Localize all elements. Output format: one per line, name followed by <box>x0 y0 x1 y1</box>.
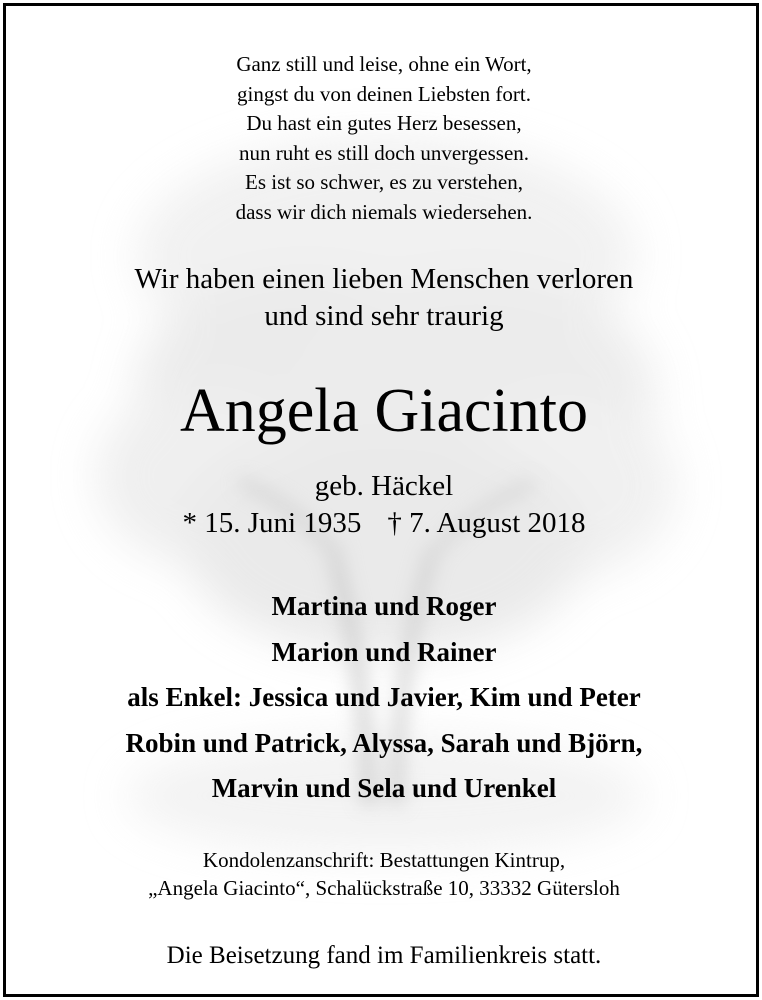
birth-name: geb. Häckel <box>314 470 454 502</box>
condolence-address <box>6 846 759 902</box>
memorial-poem <box>6 50 759 227</box>
burial-note: Die Beisetzung fand im Familienkreis statt. <box>166 942 602 969</box>
loss-statement <box>6 261 759 335</box>
birth-date: * 15. Juni 1935 <box>182 507 362 539</box>
mourner-line: Marvin und Sela und Urenkel <box>211 773 557 803</box>
poem-line: dass wir dich niemals wiedersehen. <box>235 199 533 224</box>
poem-line: nun ruht es still doch unvergessen. <box>238 140 530 165</box>
poem-line: Ganz still und leise, ohne ein Wort, <box>236 52 532 76</box>
death-date: † 7. August 2018 <box>387 507 586 539</box>
life-dates <box>6 504 759 542</box>
mourner-line: als Enkel: Jessica und Javier, Kim und Peter <box>127 682 641 712</box>
loss-line: und sind sehr traurig <box>264 300 504 332</box>
poem-line: Du hast ein gutes Herz besessen, <box>246 111 522 135</box>
loss-line: Wir haben einen lieben Menschen verloren <box>134 263 634 295</box>
address-line: Kondolenzanschrift: Bestattungen Kintrup, <box>202 848 566 872</box>
poem-line: Es ist so schwer, es zu verstehen, <box>245 170 523 194</box>
address-line: „Angela Giacinto“, Schalückstraße 10, 33332 Gütersloh <box>148 876 620 900</box>
mourner-line: Marion und Rainer <box>271 636 497 667</box>
obituary-notice <box>3 3 759 997</box>
mourners-list <box>6 584 759 812</box>
mourner-line: Martina und Roger <box>271 591 497 621</box>
notice-content <box>6 6 759 997</box>
mourner-line: Robin und Patrick, Alyssa, Sarah und Björn, <box>125 727 643 758</box>
poem-line: gingst du von deinen Liebsten fort. <box>237 81 531 106</box>
deceased-name: Angela Giacinto <box>179 377 589 445</box>
